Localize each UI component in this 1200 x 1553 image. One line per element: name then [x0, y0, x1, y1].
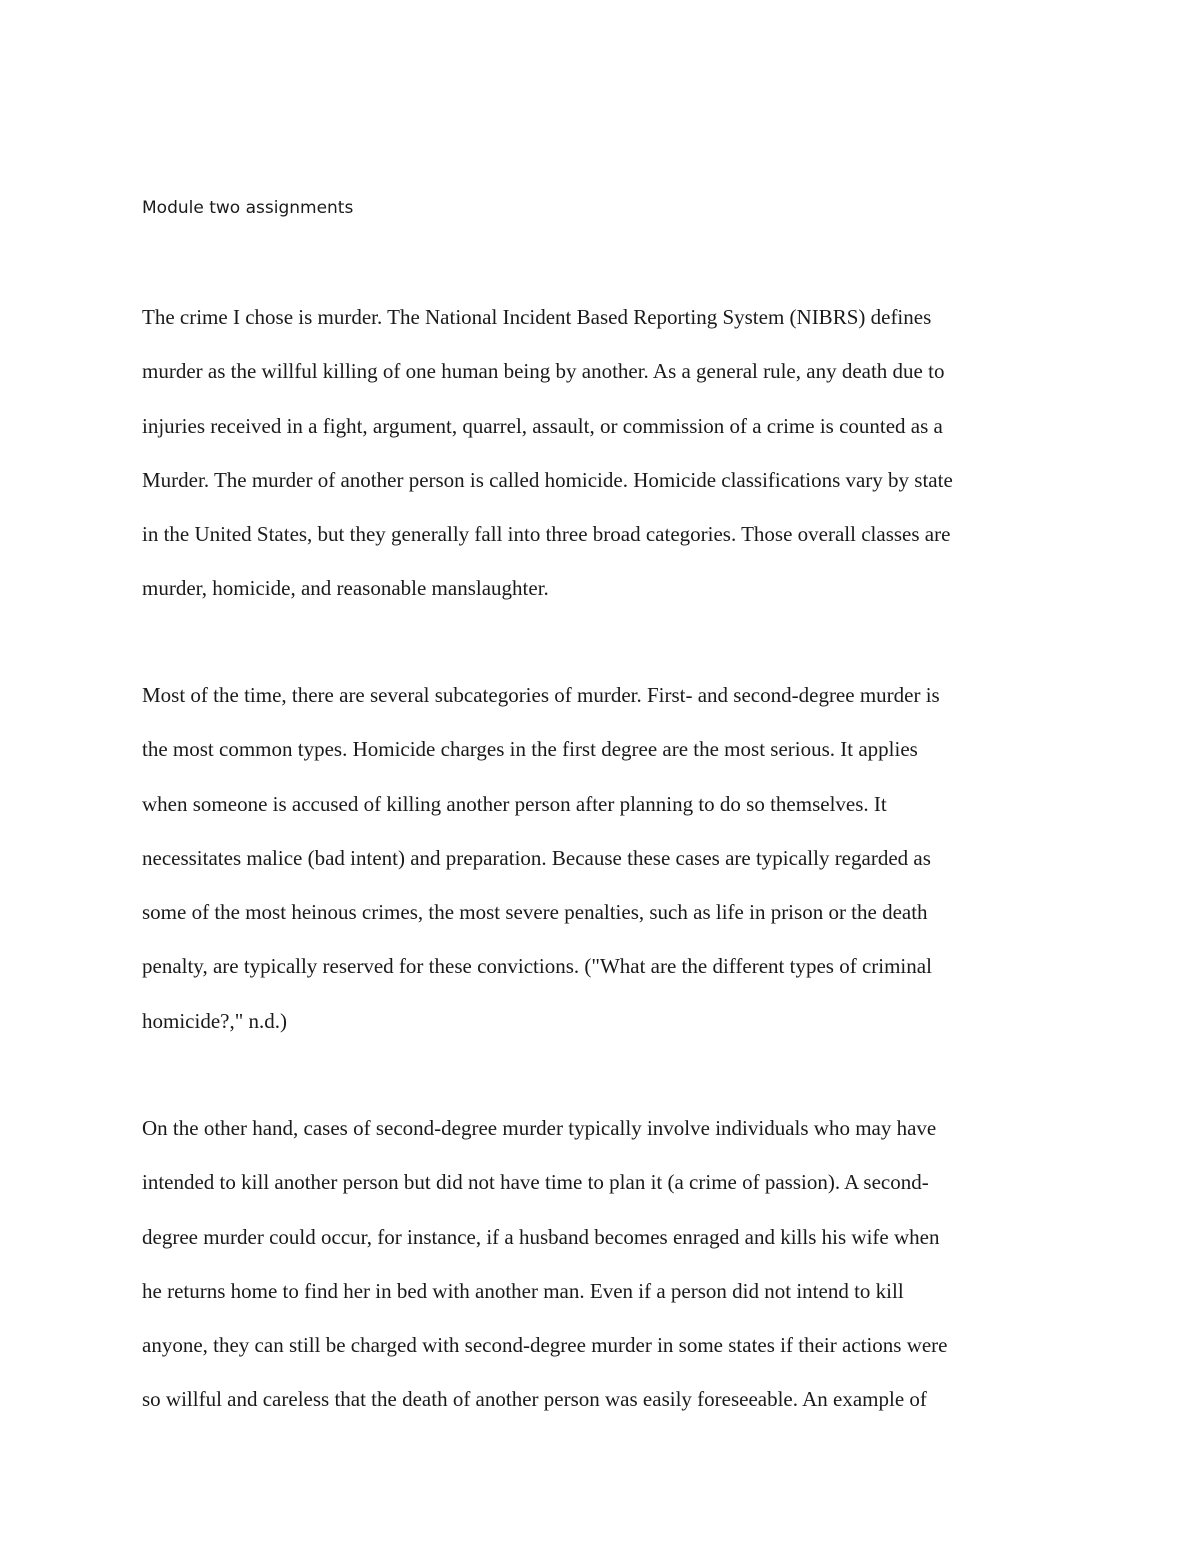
paragraph-line: necessitates malice (bad intent) and preparation. Because these cases are typically regarded as — [142, 845, 931, 870]
paragraph-line: intended to kill another person but did not have time to plan it (a crime of passion). A second- — [142, 1170, 929, 1195]
paragraph-line: the most common types. Homicide charges in the first degree are the most serious. It applies — [142, 737, 918, 762]
paragraph-line: On the other hand, cases of second-degree murder typically involve individuals who may have — [142, 1116, 937, 1140]
paragraph-line: when someone is accused of killing another person after planning to do so themselves. It — [142, 791, 887, 816]
paragraph-3 — [142, 1113, 1072, 1439]
paragraph-line: murder as the willful killing of one human being by another. As a general rule, any death due to — [142, 359, 945, 384]
paragraph-line: anyone, they can still be charged with second-degree murder in some states if their actions were — [142, 1333, 948, 1358]
paragraph-1 — [142, 302, 1072, 628]
paragraph-2 — [142, 680, 1072, 1060]
paragraph-line: injuries received in a fight, argument, quarrel, assault, or commission of a crime is counted as a — [142, 413, 943, 438]
paragraph-line: murder, homicide, and reasonable manslaughter. — [142, 576, 549, 601]
paragraph-line: degree murder could occur, for instance, if a husband becomes enraged and kills his wife when — [142, 1224, 940, 1249]
document-title: Module two assignments — [142, 198, 354, 218]
paragraph-line: The crime I chose is murder. The National Incident Based Reporting System (NIBRS) defines — [142, 305, 932, 329]
paragraph-line: so willful and careless that the death of another person was easily foreseeable. An example of — [142, 1387, 927, 1412]
paragraph-line: he returns home to find her in bed with another man. Even if a person did not intend to kill — [142, 1278, 904, 1303]
paragraph-line: homicide?," n.d.) — [142, 1008, 288, 1033]
paragraph-line: Most of the time, there are several subcategories of murder. First- and second-degree murder is — [142, 683, 940, 707]
paragraph-line: penalty, are typically reserved for these convictions. ("What are the different types of criminal — [142, 954, 932, 979]
paragraph-line: Murder. The murder of another person is called homicide. Homicide classifications vary by state — [142, 467, 953, 492]
paragraph-line: some of the most heinous crimes, the most severe penalties, such as life in prison or the death — [142, 900, 928, 925]
paragraph-line: in the United States, but they generally fall into three broad categories. Those overall classes are — [142, 522, 951, 547]
